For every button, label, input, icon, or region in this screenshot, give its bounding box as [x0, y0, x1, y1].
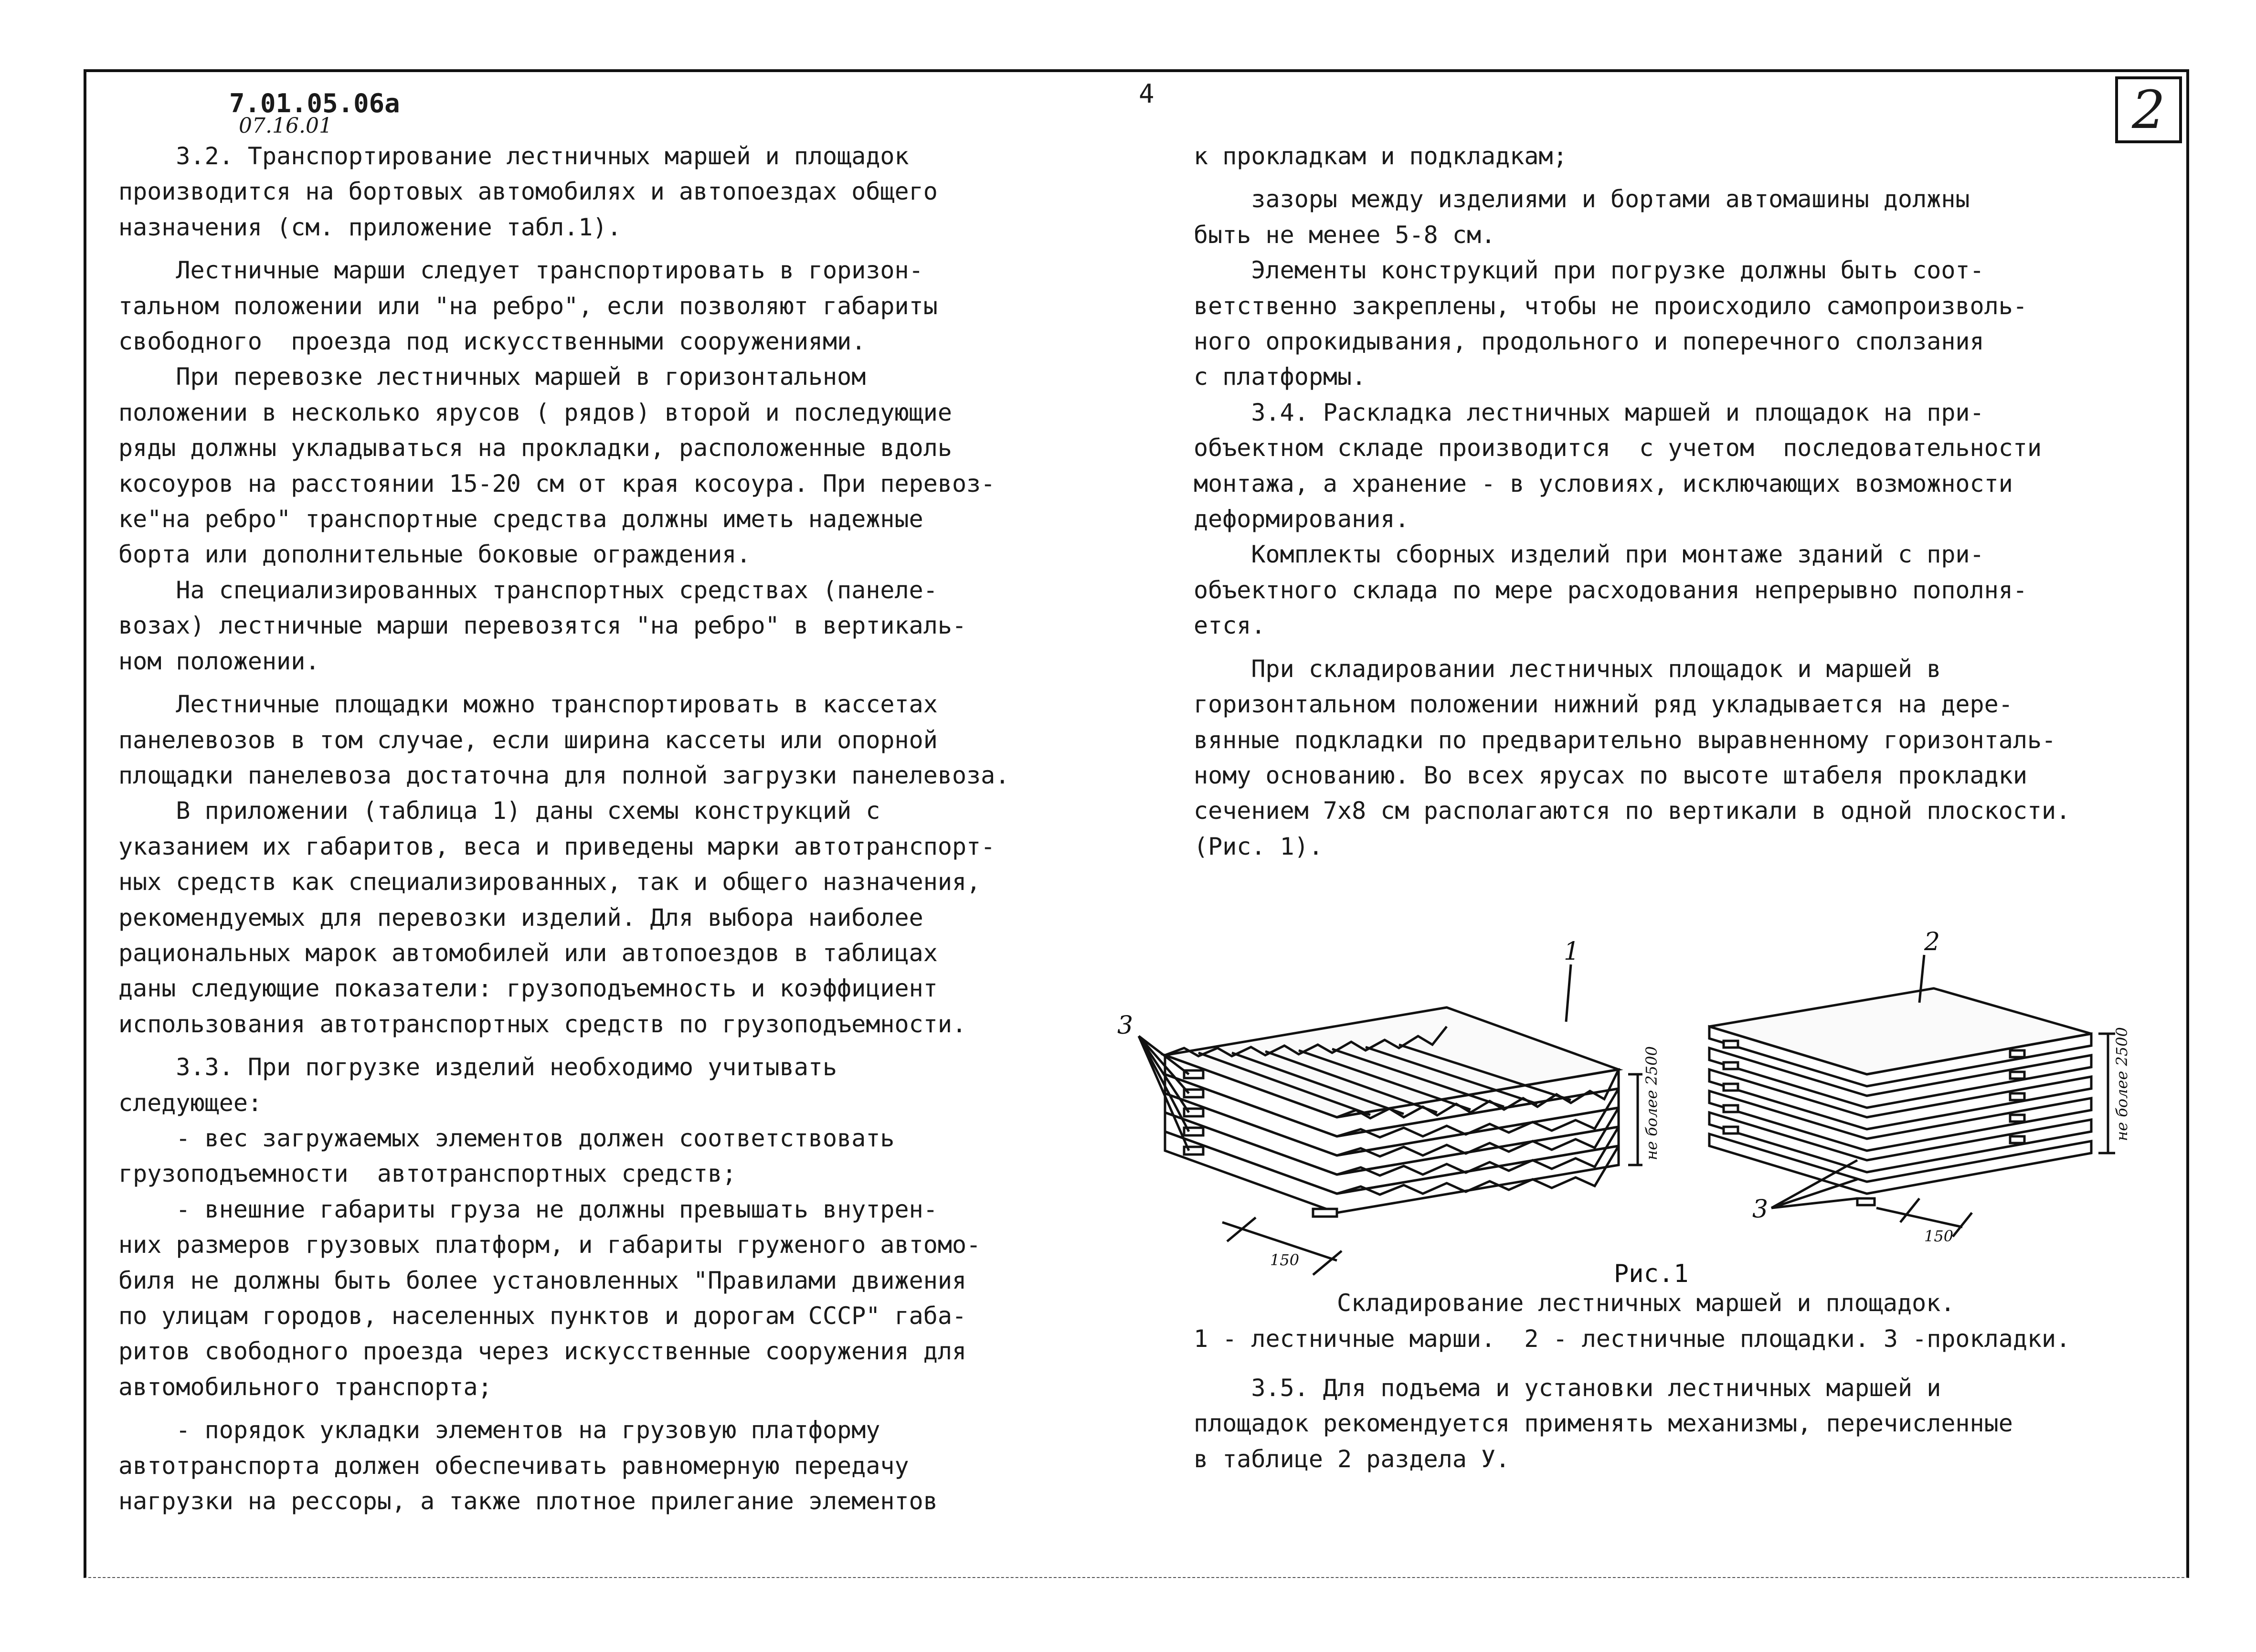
document-subcode: 07.16.01	[239, 114, 332, 138]
text-line: ном положении.	[118, 647, 320, 675]
text-line: грузоподъемности автотранспортных средств;	[118, 1160, 737, 1188]
text-line: горизонтальном положении нижний ряд укладывается на дере-	[1194, 690, 2013, 719]
text-line: 3.2. Транспортирование лестничных маршей и площадок	[118, 142, 909, 170]
text-line: рекомендуемых для перевозки изделий. Для выбора наиболее	[118, 903, 923, 932]
text-line: назначения (см. приложение табл.1).	[118, 213, 622, 241]
text-line: ке"на ребро" транспортные средства должны иметь надежные	[118, 505, 923, 533]
text-line: них размеров грузовых платформ, и габариты груженого автомо-	[118, 1231, 981, 1259]
page-number: 4	[1139, 79, 1154, 109]
text-line: нагрузки на рессоры, а также плотное прилегание элементов	[118, 1487, 938, 1515]
text-line: положении в несколько ярусов ( рядов) второй и последующие	[118, 398, 952, 426]
text-line: На специализированных транспортных средствах (панеле-	[118, 576, 938, 604]
text-line: свободного проезда под искусственными сооружениями.	[118, 328, 866, 356]
text-line: вянные подкладки по предварительно выравненному горизонталь-	[1194, 726, 2056, 754]
text-line: возах) лестничные марши перевозятся "на ребро" в вертикаль-	[118, 612, 967, 640]
text-line: рациональных марок автомобилей или автопоездов в таблицах	[118, 939, 938, 967]
stair-flight-stack	[1165, 1007, 1619, 1217]
text-line: 3.4. Раскладка лестничных маршей и площадок на при-	[1194, 398, 1984, 426]
text-line: ется.	[1194, 612, 1266, 640]
section-3-5	[1194, 1370, 2187, 1477]
text-line: панелевозов в том случае, если ширина кассеты или опорной	[118, 726, 938, 754]
text-line: указанием их габаритов, веса и приведены марки автотранспорт-	[118, 832, 996, 860]
text-line: ветственно закреплены, чтобы не происходило самопроизволь-	[1194, 292, 2027, 320]
text-line: Элементы конструкций при погрузке должны быть соот-	[1194, 256, 1984, 285]
text-line: ряды должны укладываться на прокладки, расположенные вдоль	[118, 434, 952, 462]
text-line: зазоры между изделиями и бортами автомашины должны	[1194, 185, 1970, 213]
text-line: автомобильного транспорта;	[118, 1373, 492, 1401]
text-line: производится на бортовых автомобилях и автопоездах общего	[118, 178, 938, 206]
text-line: по улицам городов, населенных пунктов и дорогам СССР" габа-	[118, 1302, 967, 1330]
text-line: Лестничные марши следует транспортировать в горизон-	[118, 256, 923, 285]
figure-title: Рис.1	[1614, 1260, 1689, 1288]
sheet-number: 2	[2132, 79, 2165, 140]
storage-figure	[1112, 931, 2192, 1289]
text-line: При складировании лестничных площадок и маршей в	[1194, 655, 1941, 683]
landing-stack	[1709, 988, 2091, 1205]
sheet-number-box	[2115, 76, 2182, 143]
text-line: ному основанию. Во всех ярусах по высоте штабеля прокладки	[1194, 761, 2027, 789]
text-line: биля не должны быть более установленных "Правилами движения	[118, 1266, 967, 1294]
figure-caption-legend: 1 - лестничные марши. 2 - лестничные площадки. 3 -прокладки.	[1194, 1325, 2071, 1353]
text-line: объектного склада по мере расходования непрерывно пополня-	[1194, 576, 2027, 604]
text-line: деформирования.	[1194, 505, 1409, 533]
text-line: даны следующие показатели: грузоподъемность и коэффициент	[118, 974, 938, 1003]
document-code: 7.01.05.06а	[229, 88, 400, 118]
dim-right-height: не более 2500	[2113, 1027, 2131, 1141]
text-line: быть не менее 5-8 см.	[1194, 221, 1496, 249]
text-line: объектном складе производится с учетом последовательности	[1194, 434, 2042, 462]
text-line: ных средств как специализированных, так и общего назначения,	[118, 868, 981, 896]
left-text-column	[118, 138, 1145, 1519]
text-line: 3.5. Для подъема и установки лестничных маршей и	[1194, 1374, 1941, 1402]
text-line: В приложении (таблица 1) даны схемы конструкций с	[118, 797, 880, 825]
text-line: При перевозке лестничных маршей в горизонтальном	[118, 363, 866, 391]
text-line: 3.3. При погрузке изделий необходимо учитывать	[118, 1053, 837, 1081]
text-line: к прокладкам и подкладкам;	[1194, 142, 1568, 170]
text-line: использования автотранспортных средств по грузоподъемности.	[118, 1010, 967, 1038]
text-line: автотранспорта должен обеспечивать равномерную передачу	[118, 1451, 909, 1480]
text-line: монтажа, а хранение - в условиях, исключающих возможности	[1194, 469, 2013, 498]
text-line: Лестничные площадки можно транспортировать в кассетах	[118, 690, 938, 719]
text-line: следующее:	[118, 1089, 263, 1117]
text-line: ного опрокидывания, продольного и поперечного сползания	[1194, 328, 1984, 356]
text-line: косоуров на расстоянии 15-20 см от края косоура. При перевоз-	[118, 469, 996, 498]
text-line: Комплекты сборных изделий при монтаже зданий с при-	[1194, 540, 1984, 569]
text-line: - порядок укладки элементов на грузовую платформу	[118, 1416, 880, 1444]
dim-right-offset: 150	[1924, 1227, 1954, 1245]
dim-left-height: не более 2500	[1642, 1046, 1661, 1160]
label-3-right: 3	[1752, 1195, 1769, 1224]
text-line: борта или дополнительные боковые ограждения.	[118, 540, 751, 569]
text-line: в таблице 2 раздела У.	[1194, 1445, 1510, 1473]
text-line: - внешние габариты груза не должны превышать внутрен-	[118, 1195, 938, 1223]
text-line: с платформы.	[1194, 363, 1366, 391]
text-line: - вес загружаемых элементов должен соответствовать	[118, 1124, 895, 1152]
right-text-column	[1194, 138, 2187, 864]
text-line: (Рис. 1).	[1194, 832, 1323, 860]
dim-left-offset: 150	[1270, 1251, 1300, 1269]
text-line: площадок рекомендуется применять механизмы, перечисленные	[1194, 1409, 2013, 1438]
figure-caption-title: Складирование лестничных маршей и площадок.	[1337, 1289, 1955, 1317]
text-line: сечением 7х8 см располагаются по вертикали в одной плоскости.	[1194, 797, 2071, 825]
text-line: площадки панелевоза достаточна для полной загрузки панелевоза.	[118, 761, 1010, 789]
label-2: 2	[1924, 931, 1940, 956]
label-1: 1	[1564, 937, 1580, 966]
label-3-left: 3	[1117, 1011, 1133, 1040]
text-line: ритов свободного проезда через искусственные сооружения для	[118, 1337, 967, 1366]
text-line: тальном положении или "на ребро", если позволяют габариты	[118, 292, 938, 320]
